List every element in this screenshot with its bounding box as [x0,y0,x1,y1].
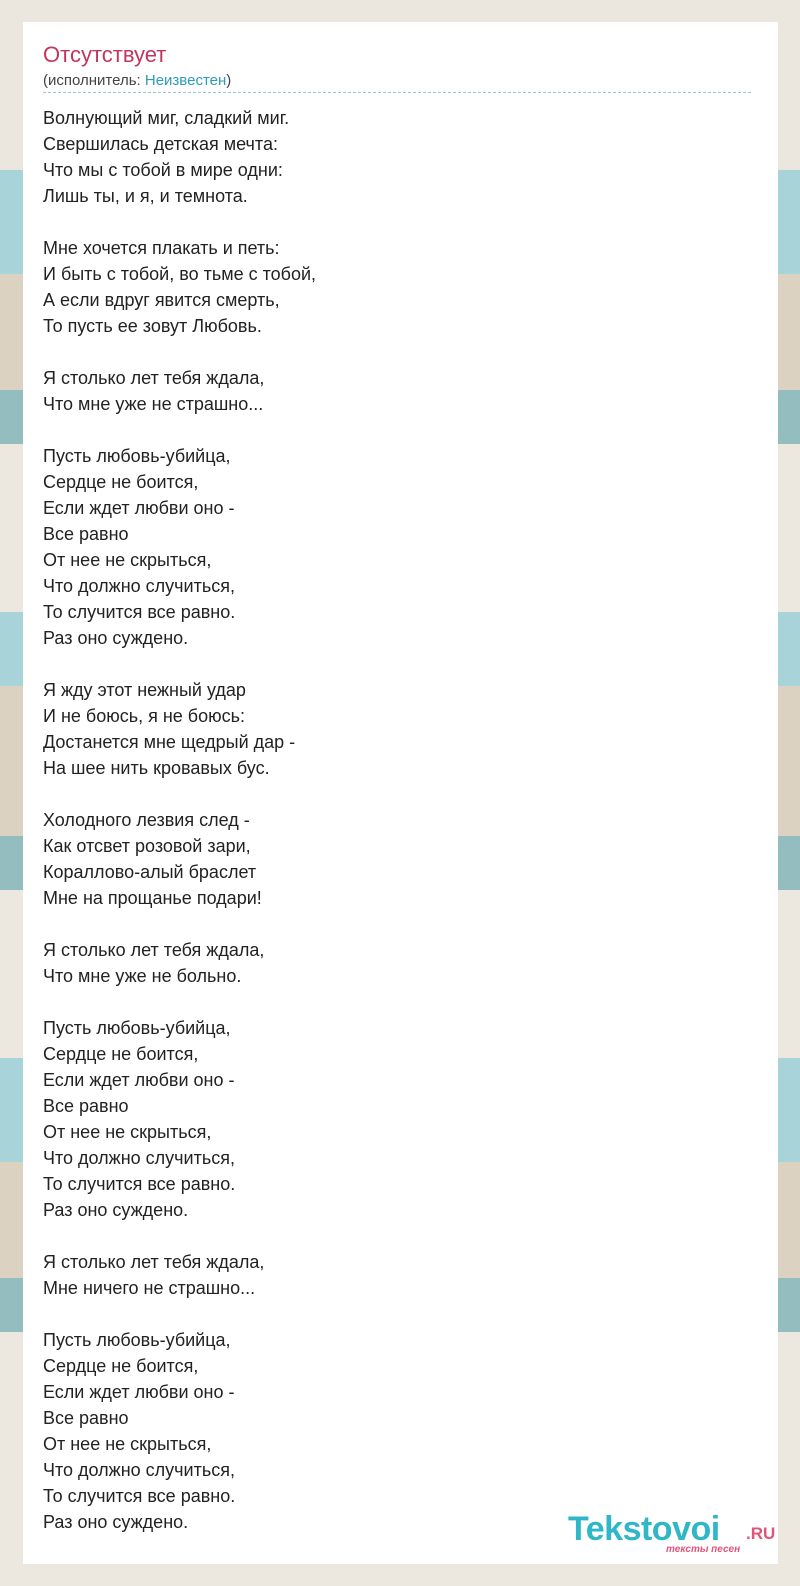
lyric-line: Если ждет любви оно - [43,498,235,518]
lyric-line: Мне на прощанье подари! [43,888,262,908]
lyric-line: На шее нить кровавых бус. [43,758,270,778]
lyric-line: Пусть любовь-убийца, [43,446,231,466]
lyric-line: Мне хочется плакать и петь: [43,238,280,258]
lyric-line: Я столько лет тебя ждала, [43,368,265,388]
lyric-line: Что должно случиться, [43,1148,235,1168]
lyric-line: Все равно [43,524,129,544]
lyric-line: Если ждет любви оно - [43,1070,235,1090]
lyric-line: Что должно случиться, [43,576,235,596]
lyric-line: Достанется мне щедрый дар - [43,732,296,752]
lyric-line: Лишь ты, и я, и темнота. [43,186,248,206]
stanza-break [43,417,743,443]
site-logo[interactable] [568,1510,776,1555]
lyric-line: Я жду этот нежный удар [43,680,246,700]
lyric-line: От нее не скрыться, [43,1434,212,1454]
lyric-line: Пусть любовь-убийца, [43,1330,231,1350]
lyric-line: Раз оно суждено. [43,628,189,648]
lyric-line: И не боюсь, я не боюсь: [43,706,245,726]
stanza-break [43,339,743,365]
lyric-line: От нее не скрыться, [43,1122,212,1142]
performer-link[interactable]: Неизвестен [144,72,227,89]
lyric-line: От нее не скрыться, [43,550,212,570]
stanza-break [43,1301,743,1327]
stanza-break [43,911,743,937]
stanza-break [43,651,743,677]
lyric-line: Пусть любовь-убийца, [43,1018,231,1038]
lyric-line: Холодного лезвия след - [43,810,250,830]
lyric-line: Раз оно суждено. [43,1512,189,1532]
lyric-line: То случится все равно. [43,602,236,622]
lyrics-card [23,22,778,1564]
lyric-line: Что мне уже не страшно... [43,394,264,414]
lyric-line: Как отсвет розовой зари, [43,836,251,856]
stanza-break [43,1223,743,1249]
lyric-line: Все равно [43,1096,129,1116]
stanza-break [43,989,743,1015]
song-title: Отсутствует [43,42,167,67]
lyric-line: И быть с тобой, во тьме с тобой, [43,264,317,284]
performer-suffix: ) [226,72,232,89]
lyric-line: Сердце не боится, [43,472,199,492]
lyric-line: Сердце не боится, [43,1044,199,1064]
lyric-line: Все равно [43,1408,129,1428]
lyric-line: То случится все равно. [43,1486,236,1506]
lyric-line: Свершилась детская мечта: [43,134,278,154]
lyric-line: Кораллово-алый браслет [43,862,257,882]
logo-wordmark: Tekstovoi [568,1510,720,1548]
performer-line [43,72,231,90]
lyric-line: То пусть ее зовут Любовь. [43,316,262,336]
stanza-break [43,781,743,807]
lyric-line: Раз оно суждено. [43,1200,189,1220]
divider [43,92,751,93]
lyric-line: Я столько лет тебя ждала, [43,1252,265,1272]
performer-prefix: (исполнитель: [43,72,145,89]
logo-tld: .RU [746,1524,776,1543]
lyric-line: Что мне уже не больно. [43,966,242,986]
logo-tagline: тексты песен [666,1544,741,1555]
lyric-line: Сердце не боится, [43,1356,199,1376]
lyric-line: Что должно случиться, [43,1460,235,1480]
lyric-line: Если ждет любви оно - [43,1382,235,1402]
lyric-line: То случится все равно. [43,1174,236,1194]
lyric-line: Мне ничего не страшно... [43,1278,256,1298]
lyric-line: Я столько лет тебя ждала, [43,940,265,960]
lyrics-text [43,105,743,1535]
stanza-break [43,209,743,235]
lyric-line: Что мы с тобой в мире одни: [43,160,283,180]
lyric-line: А если вдруг явится смерть, [43,290,280,310]
lyric-line: Волнующий миг, сладкий миг. [43,108,290,128]
